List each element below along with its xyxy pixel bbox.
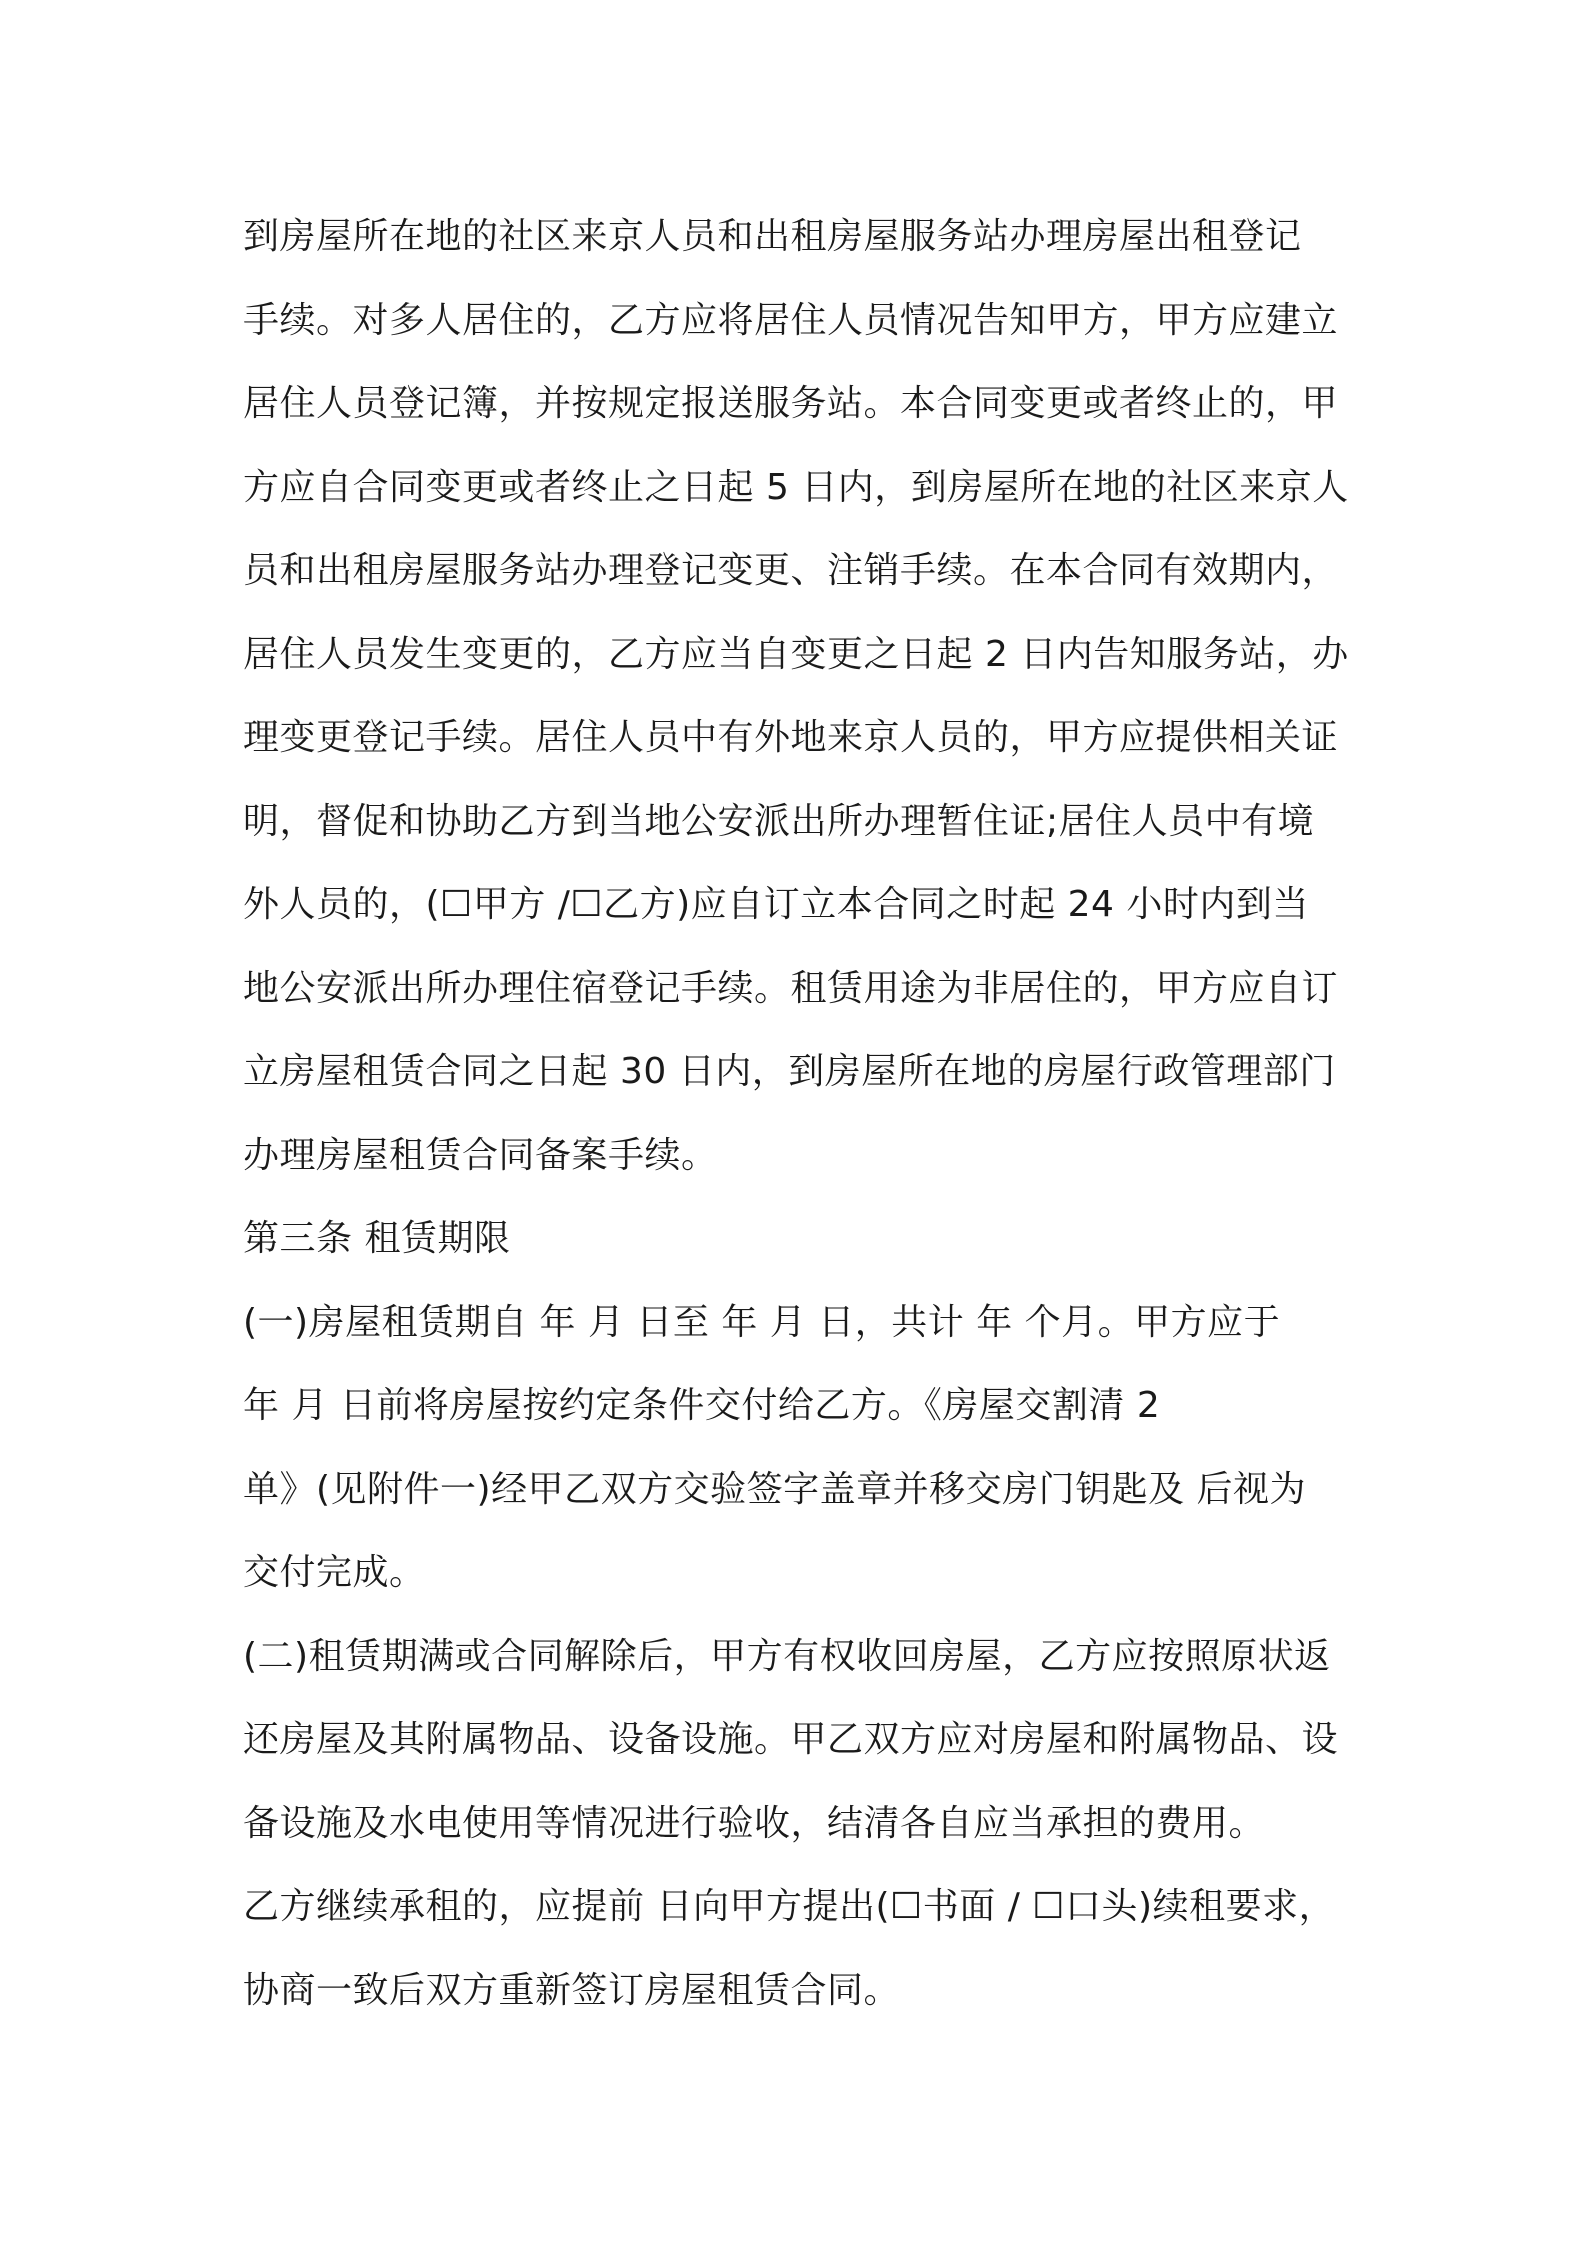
text-line: 办理房屋租赁合同备案手续。 — [243, 1134, 718, 1176]
text-line: 协商一致后双方重新签订房屋租赁合同。 — [243, 1969, 901, 2011]
text-line: (一)房屋租赁期自 年 月 日至 年 月 日，共计 年 个月。甲方应于 — [243, 1301, 1281, 1343]
text-line: 员和出租房屋服务站办理登记变更、注销手续。在本合同有效期内， — [243, 550, 1339, 591]
text-line: (二)租赁期满或合同解除后，甲方有权收回房屋，乙方应按照原状返 — [243, 1635, 1331, 1677]
section-heading: 第三条 租赁期限 — [243, 1218, 511, 1259]
text-line: 居住人员登记簿，并按规定报送服务站。本合同变更或者终止的，甲 — [243, 383, 1339, 424]
text-line: 立房屋租赁合同之日起 30 日内，到房屋所在地的房屋行政管理部门 — [243, 1051, 1336, 1092]
text-line: 明，督促和协助乙方到当地公安派出所办理暂住证;居住人员中有境 — [243, 800, 1315, 842]
text-line: 年 月 日前将房屋按约定条件交付给乙方。《房屋交割清 2 — [243, 1385, 1161, 1426]
text-line: 理变更登记手续。居住人员中有外地来京人员的，甲方应提供相关证 — [243, 717, 1339, 758]
text-line: 乙方继续承租的，应提前 日向甲方提出(☐书面 / ☐口头)续租要求， — [243, 1886, 1336, 1927]
text-line: 还房屋及其附属物品、设备设施。甲乙双方应对房屋和附属物品、设 — [243, 1719, 1339, 1760]
document-body — [243, 195, 1353, 2032]
text-line: 交付完成。 — [243, 1552, 426, 1593]
text-line: 方应自合同变更或者终止之日起 5 日内，到房屋所在地的社区来京人 — [243, 466, 1349, 508]
text-line: 手续。对多人居住的，乙方应将居住人员情况告知甲方，甲方应建立 — [243, 299, 1339, 341]
text-line: 居住人员发生变更的，乙方应当自变更之日起 2 日内告知服务站，办 — [243, 633, 1349, 675]
text-line: 备设施及水电使用等情况进行验收，结清各自应当承担的费用。 — [243, 1802, 1266, 1844]
text-line: 地公安派出所办理住宿登记手续。租赁用途为非居住的，甲方应自订 — [243, 967, 1339, 1009]
text-line: 单》(见附件一)经甲乙双方交验签字盖章并移交房门钥匙及 后视为 — [243, 1468, 1307, 1510]
text-line: 到房屋所在地的社区来京人员和出租房屋服务站办理房屋出租登记 — [243, 216, 1302, 257]
text-line: 外人员的，(☐甲方 /☐乙方)应自订立本合同之时起 24 小时内到当 — [243, 884, 1309, 925]
